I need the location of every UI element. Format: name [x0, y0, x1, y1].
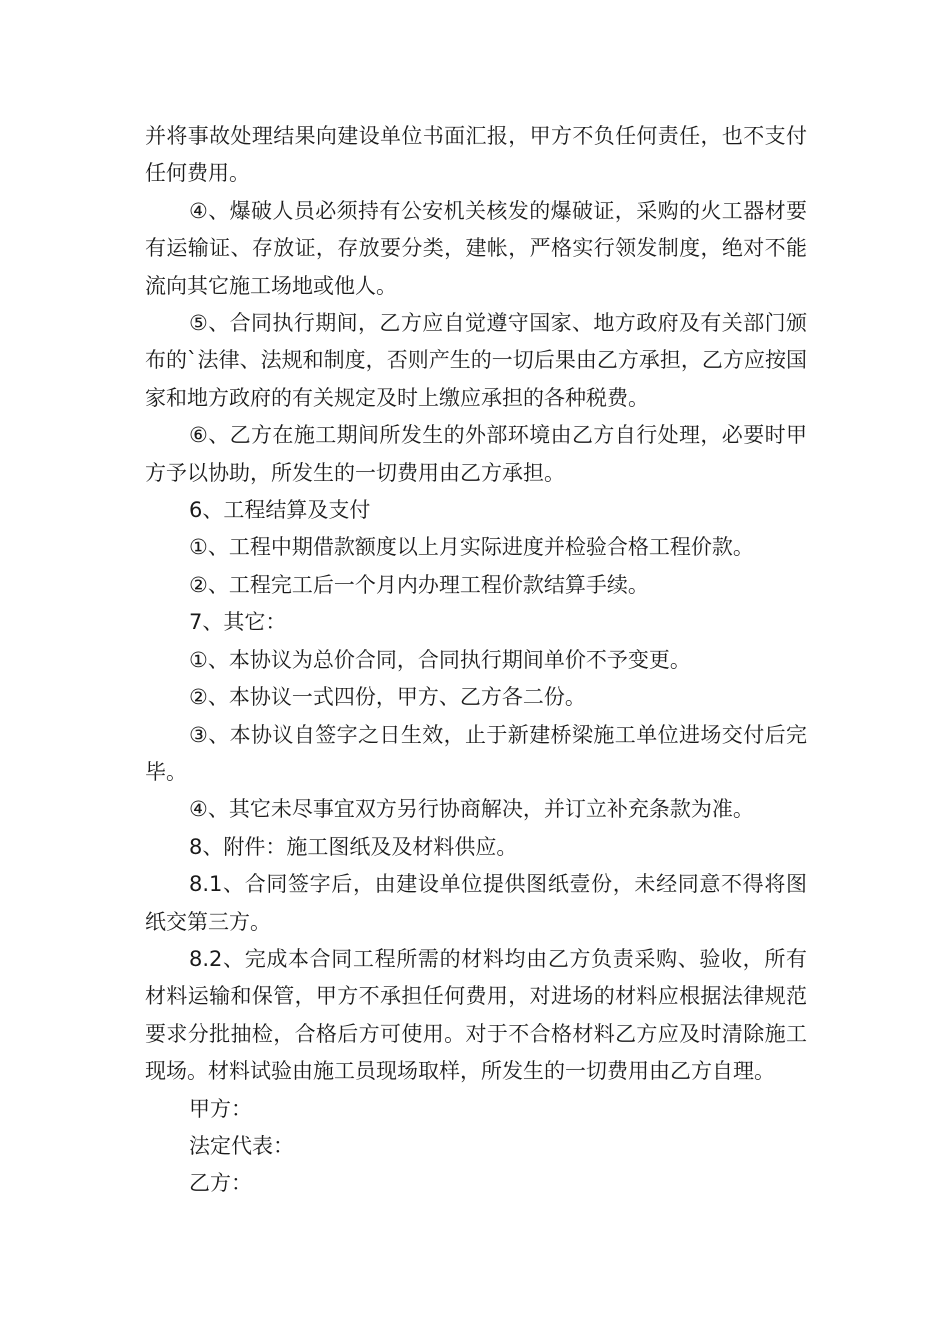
document-body	[145, 118, 807, 1203]
clause-blasting-permits: ④、爆破人员必须持有公安机关核发的爆破证，采购的火工器材要有运输证、存放证，存放要分类，建帐，严格实行领发制度，绝对不能流向其它施工场地或他人。	[145, 198, 807, 298]
signature-legal-representative: 法定代表：	[189, 1133, 294, 1158]
clause-external-environment: ⑥、乙方在施工期间所发生的外部环境由乙方自行处理，必要时甲方予以协助，所发生的一切费用由乙方承担。	[145, 423, 807, 485]
clause-lump-sum: ①、本协议为总价合同，合同执行期间单价不予变更。	[189, 647, 691, 672]
clause-legal-compliance: ⑤、合同执行期间，乙方应自觉遵守国家、地方政府及有关部门颁布的`法律、法规和制度，否则产生的一切后果由乙方承担，乙方应按国家和地方政府的有关规定及时上缴应承担的各种税费。	[145, 311, 807, 410]
section-heading-settlement: 6、工程结算及支付	[189, 498, 371, 523]
clause-materials: 8.2、完成本合同工程所需的材料均由乙方负责采购、验收，所有材料运输和保管，甲方不承担任何费用，对进场的材料应根据法律规范要求分批抽检，合格后方可使用。对于不合格材料乙方应及时清除施工现场。材料试验由施工员现场取样，所发生的一切费用由乙方自理。	[145, 946, 807, 1084]
clause-interim-payment: ①、工程中期借款额度以上月实际进度并检验合格工程价款。	[189, 535, 754, 560]
clause-effective-date: ③、本协议自签字之日生效，止于新建桥梁施工单位进场交付后完毕。	[145, 722, 807, 784]
signature-party-a: 甲方：	[189, 1096, 252, 1121]
clause-final-settlement: ②、工程完工后一个月内办理工程价款结算手续。	[189, 572, 649, 597]
section-heading-other: 7、其它：	[189, 610, 287, 635]
section-heading-attachments: 8、附件：施工图纸及及材料供应。	[189, 834, 518, 859]
paragraph-continuation: 并将事故处理结果向建设单位书面汇报，甲方不负任何责任，也不支付任何费用。	[145, 124, 807, 186]
signature-party-b: 乙方：	[189, 1171, 252, 1196]
clause-copies: ②、本协议一式四份，甲方、乙方各二份。	[189, 685, 586, 710]
clause-unresolved-matters: ④、其它未尽事宜双方另行协商解决，并订立补充条款为准。	[189, 797, 754, 822]
clause-drawings: 8.1、合同签字后，由建设单位提供图纸壹份，未经同意不得将图纸交第三方。	[145, 872, 807, 934]
